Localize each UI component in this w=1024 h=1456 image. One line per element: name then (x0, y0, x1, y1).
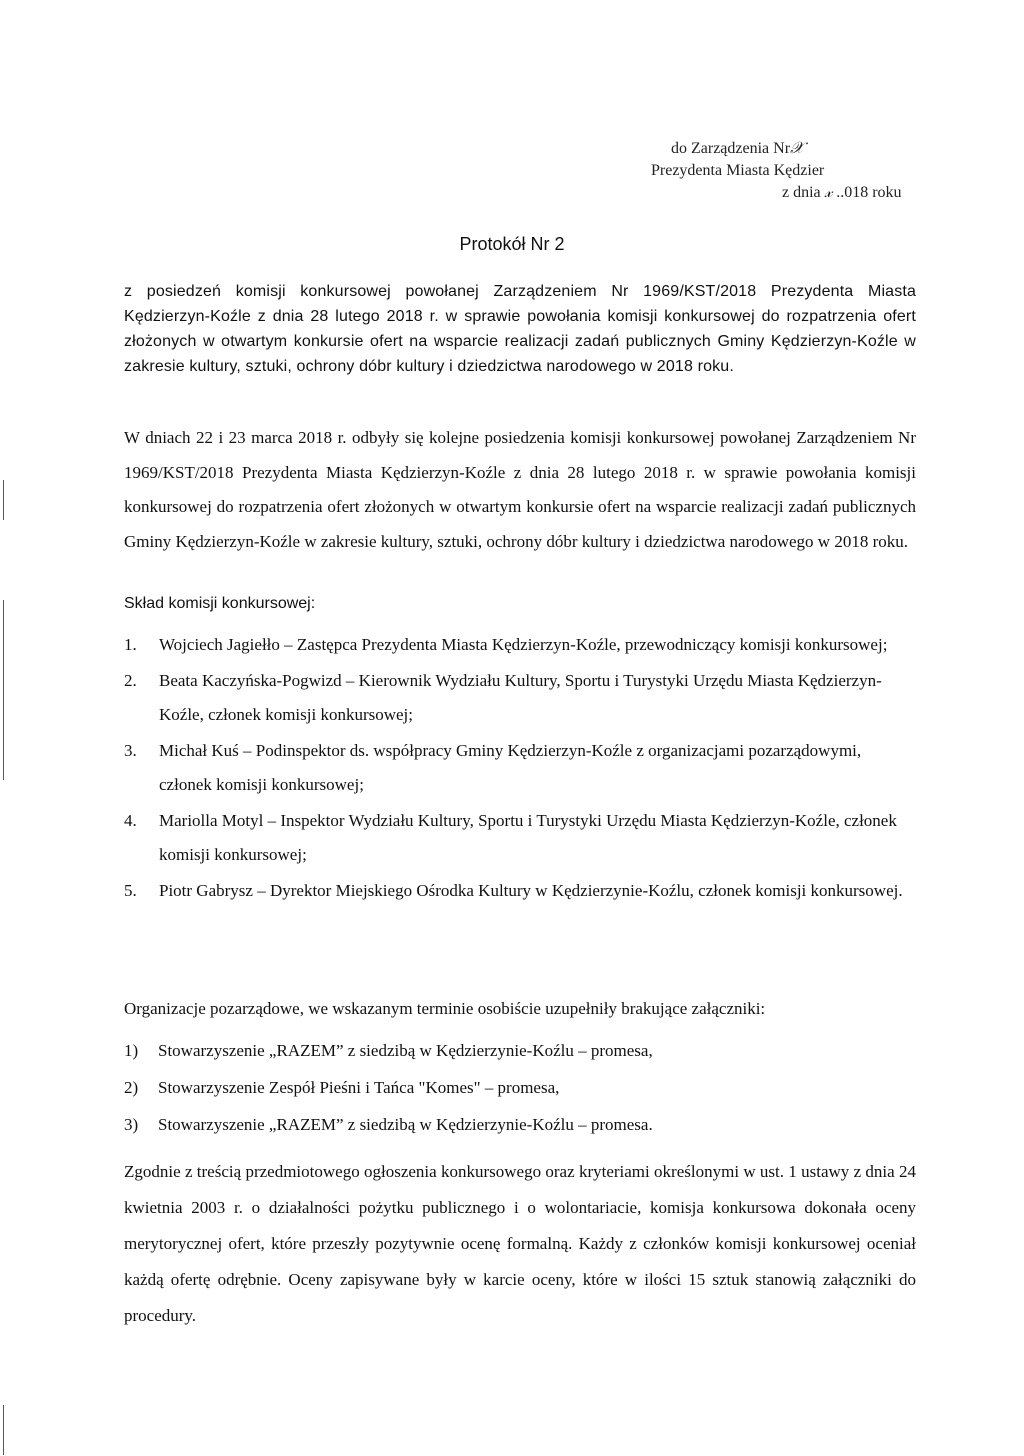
list-item (124, 664, 914, 732)
list-item (124, 804, 914, 872)
list-item-number: 1) (124, 1041, 139, 1060)
list-item (124, 1106, 916, 1143)
list-item-number: 5. (124, 881, 137, 900)
list-item (124, 1069, 916, 1106)
attachment-header (600, 138, 900, 204)
header-line-3-end: ..018 roku (836, 184, 902, 201)
list-item-number: 4. (124, 811, 137, 830)
list-item-text: Mariolla Motyl – Inspektor Wydziału Kultury, Sportu i Turystyki Urzędu Miasta Kędzierzyn-Koźle, członek komisji konkursowej; (159, 811, 897, 864)
list-item-text: Stowarzyszenie „RAZEM” z siedzibą w Kędzierzynie-Koźlu – promesa. (158, 1115, 653, 1134)
list-item-number: 3) (124, 1115, 139, 1134)
document-title: Protokół Nr 2 (459, 234, 565, 254)
scan-edge-mark (3, 480, 4, 520)
list-item-number: 2. (124, 671, 137, 690)
list-item-number: 1. (124, 635, 137, 654)
list-item (124, 734, 914, 802)
evaluation-paragraph: Zgodnie z treścią przedmiotowego ogłoszenia konkursowego oraz kryteriami określonymi w ust. 1 ustawy z dnia 24 kwietnia 2003 r. o działalności pożytku publicznego i o wolontariacie, komisja konkursowa dokonała oceny merytorycznej ofert, które przeszły pozytywnie ocenę formalną. Każdy z członków komisji konkursowej oceniał każdą ofertę odrębnie. Oceny zapisywane były w karcie oceny, które w ilości 15 sztuk stanowią załączniki do procedury. (124, 1162, 916, 1325)
header-line-2: Prezydenta Miasta Kędzier (651, 162, 825, 179)
list-item (124, 628, 914, 662)
list-item-text: Stowarzyszenie „RAZEM” z siedzibą w Kędzierzynie-Koźlu – promesa, (158, 1041, 653, 1060)
list-item-text: Piotr Gabrysz – Dyrektor Miejskiego Ośrodka Kultury w Kędzierzynie-Koźlu, członek komisji konkursowej. (159, 881, 903, 900)
header-line-1-text: do Zarządzenia Nr (671, 140, 791, 157)
meeting-paragraph: W dniach 22 i 23 marca 2018 r. odbyły się kolejne posiedzenia komisji konkursowej powołanej Zarządzeniem Nr 1969/KST/2018 Prezydenta Miasta Kędzierzyn-Koźle z dnia 28 lutego 2018 r. w sprawie powołania komisji konkursowej do rozpatrzenia ofert złożonych w otwartym konkursie ofert na wsparcie realizacji zadań publicznych Gminy Kędzierzyn-Koźle w zakresie kultury, sztuki, ochrony dóbr kultury i dziedzictwa narodowego w 2018 roku. (124, 428, 916, 551)
scan-edge-mark (3, 600, 4, 780)
committee-heading: Skład komisji konkursowej: (124, 595, 316, 612)
organizations-list (124, 1032, 916, 1143)
list-item-text: Wojciech Jagiełło – Zastępca Prezydenta Miasta Kędzierzyn-Koźle, przewodniczący komisji konkursowej; (159, 635, 888, 654)
header-handwritten-number: 𝒳 (790, 140, 804, 157)
header-line-3-text: z dnia (782, 184, 821, 201)
header-line-3 (600, 182, 900, 204)
list-item-text: Beata Kaczyńska-Pogwizd – Kierownik Wydziału Kultury, Sportu i Turystyki Urzędu Miasta Kędzierzyn-Koźle, członek komisji konkursowej; (159, 671, 882, 724)
list-item-text: Stowarzyszenie Zespół Pieśni i Tańca "Komes" – promesa, (158, 1078, 560, 1097)
header-line-1 (600, 138, 900, 160)
header-handwritten-day: 𝓍 (824, 184, 833, 201)
list-item-number: 3. (124, 741, 137, 760)
list-item (124, 874, 914, 908)
committee-members-list (124, 628, 914, 910)
organizations-heading: Organizacje pozarządowe, we wskazanym terminie osobiście uzupełniły brakujące załączniki: (124, 999, 766, 1018)
list-item-number: 2) (124, 1078, 139, 1097)
intro-paragraph: z posiedzeń komisji konkursowej powołanej Zarządzeniem Nr 1969/KST/2018 Prezydenta Miasta Kędzierzyn-Koźle z dnia 28 lutego 2018 r. w sprawie powołania komisji konkursowej do rozpatrzenia ofert złożonych w otwartym konkursie ofert na wsparcie realizacji zadań publicznych Gminy Kędzierzyn-Koźle w zakresie kultury, sztuki, ochrony dóbr kultury i dziedzictwa narodowego w 2018 roku. (124, 283, 916, 375)
list-item-text: Michał Kuś – Podinspektor ds. współpracy Gminy Kędzierzyn-Koźle z organizacjami pozarządowymi, członek komisji konkursowej; (159, 741, 862, 794)
scan-edge-mark (3, 1405, 4, 1455)
list-item (124, 1032, 916, 1069)
